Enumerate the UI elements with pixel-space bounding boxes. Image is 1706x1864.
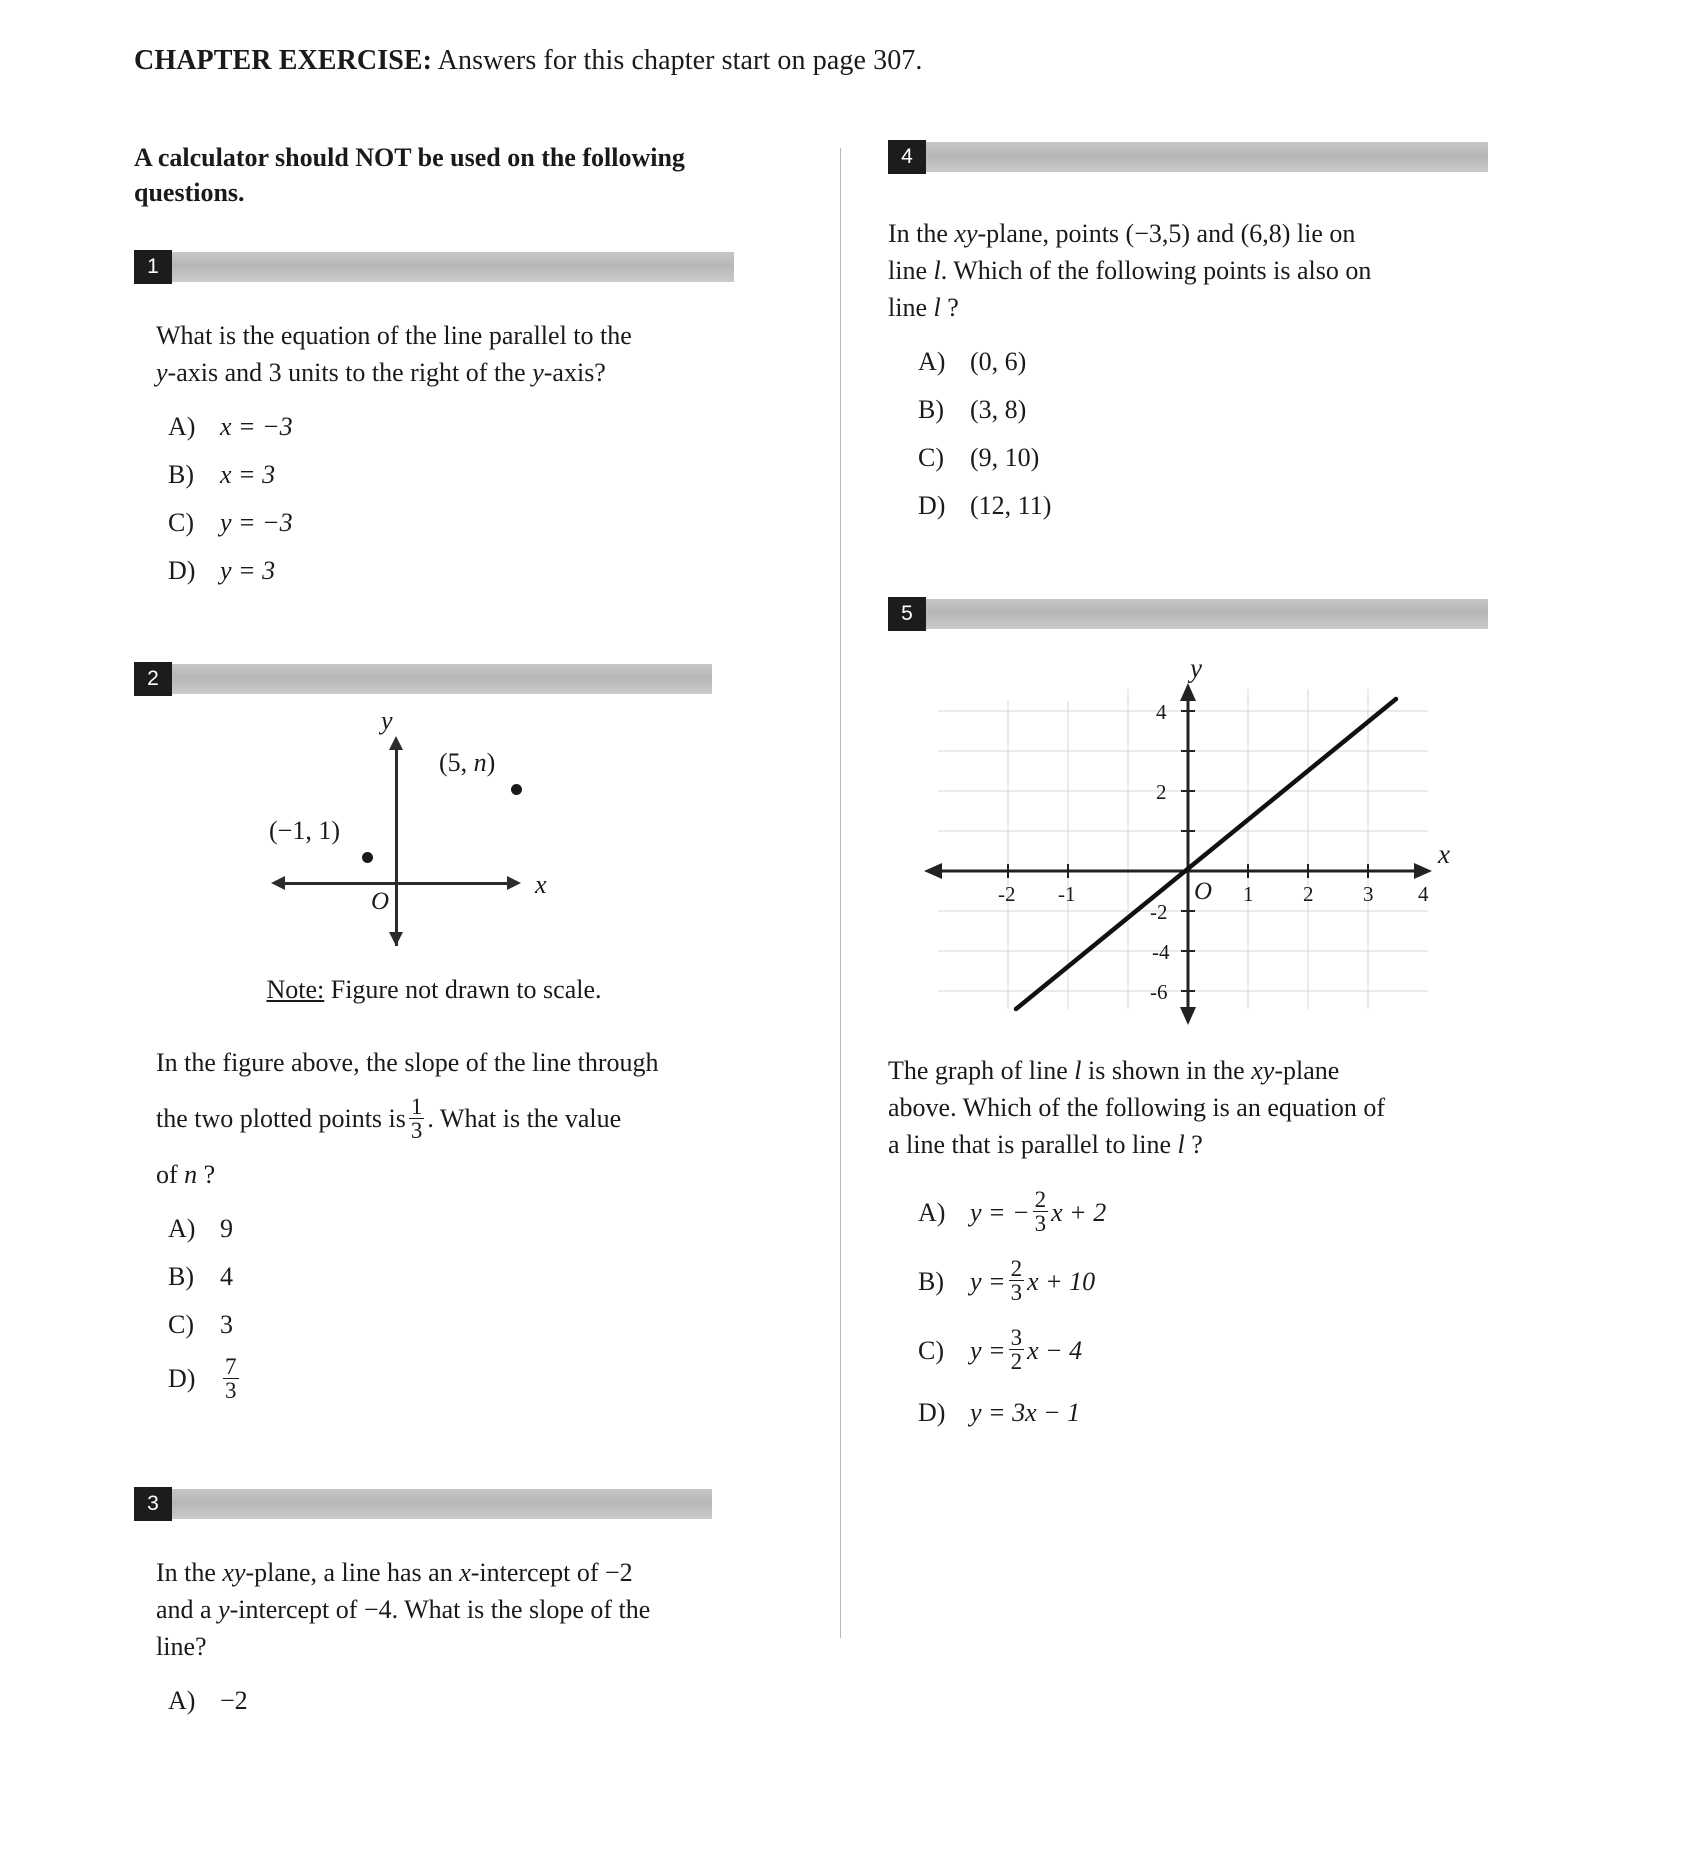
y-italic-2: y	[532, 358, 544, 388]
x-tick-neg1: -1	[1058, 881, 1076, 906]
question-4-choices	[918, 345, 1488, 523]
question-banner-1	[134, 250, 734, 284]
x-tick-2: 2	[1303, 881, 1314, 906]
figure-note: Note: Figure not drawn to scale.	[266, 975, 602, 1004]
coordinate-plane-svg	[898, 659, 1458, 1029]
choice-5a[interactable]: A) y = − $\frac{2}{3}$ x + 2	[918, 1187, 1107, 1237]
x-tick-3: 3	[1363, 881, 1374, 906]
x-axis-left-arrow-icon	[924, 863, 942, 879]
choice-5c[interactable]: C) y = $\frac{3}{2}$ x − 4	[918, 1325, 1083, 1375]
chapter-exercise-text: Answers for this chapter start on page 307.	[432, 45, 923, 76]
x-axis-right-arrow-icon	[507, 876, 521, 890]
question-2-stem-line1: In the figure above, the slope of the line through	[156, 1048, 659, 1077]
question-banner-4	[888, 140, 1488, 174]
y-italic-3: y	[218, 1594, 230, 1624]
choice-1b[interactable]: B) x = 3	[168, 460, 276, 489]
x-italic: x	[459, 1557, 471, 1587]
question-5-stem	[888, 1053, 1488, 1164]
question-3-stem	[156, 1555, 734, 1666]
plotted-point-5n	[511, 784, 522, 795]
fraction-three-halves: $\frac{3}{2}$	[1010, 1325, 1023, 1375]
question-1-stem	[156, 318, 734, 392]
question-2-figure	[249, 706, 669, 959]
left-column	[134, 140, 734, 1732]
choice-4b[interactable]: B) (3, 8)	[918, 394, 1027, 424]
y-tick-neg4: -4	[1152, 939, 1170, 964]
choice-4a[interactable]: A) (0, 6)	[918, 346, 1027, 376]
question-1-stem-line1: What is the equation of the line parallel to the	[156, 321, 632, 351]
question-number-4: 4	[888, 140, 926, 174]
figure-note-underline: Note:	[266, 975, 325, 1004]
xy-italic: xy	[222, 1557, 246, 1587]
question-banner-5	[888, 597, 1488, 631]
chapter-header	[134, 45, 923, 77]
question-1-stem-line2: y-axis and 3 units to the right of the y-axis?	[156, 358, 606, 388]
choice-4c[interactable]: C) (9, 10)	[918, 442, 1040, 472]
question-2-stem	[156, 1045, 734, 1194]
question-number-3: 3	[134, 1487, 172, 1521]
question-5-stem-line1: The graph of line l is shown in the xy-plane	[888, 1055, 1340, 1085]
fraction-seven-thirds: $\frac{7}{3}$	[225, 1353, 237, 1403]
y-axis-down-arrow-icon	[1180, 1007, 1196, 1025]
xy-italic-q4: xy	[954, 219, 978, 248]
line-l	[1016, 699, 1396, 1009]
question-banner-bar	[926, 142, 1488, 172]
question-2-stem-line3: of n ?	[156, 1159, 216, 1189]
y-axis-down-arrow-icon	[389, 932, 403, 946]
question-4-stem-line3: line l ?	[888, 292, 959, 322]
question-banner-3	[134, 1487, 734, 1521]
x-axis-right-arrow-icon	[1414, 863, 1432, 879]
question-number-5: 5	[888, 597, 926, 631]
x-axis-left-arrow-icon	[271, 876, 285, 890]
question-3-stem-line3: line?	[156, 1631, 207, 1661]
question-banner-bar	[926, 599, 1488, 629]
choice-1c[interactable]: C) y = −3	[168, 508, 293, 537]
y-axis-up-arrow-icon	[389, 736, 403, 750]
graph-origin-label: O	[1194, 877, 1213, 905]
figure-x-axis	[281, 882, 516, 885]
question-banner-bar	[172, 664, 712, 694]
question-number-1: 1	[134, 250, 172, 284]
fraction-two-thirds-a: $\frac{2}{3}$	[1034, 1187, 1047, 1237]
choice-2b[interactable]: B) 4	[168, 1261, 233, 1291]
question-5-stem-line2: above. Which of the following is an equation of	[888, 1092, 1386, 1122]
question-5-choices	[918, 1189, 1488, 1430]
y-tick-2: 2	[1156, 779, 1167, 804]
x-tick-4: 4	[1418, 881, 1429, 906]
question-4-stem	[888, 216, 1488, 327]
page-columns	[0, 140, 1706, 1864]
point-label-neg1-1: (−1, 1)	[269, 816, 340, 845]
n-italic: n	[473, 748, 487, 777]
right-column	[888, 140, 1488, 1452]
line-l-italic-2: l	[933, 292, 941, 322]
question-banner-bar	[172, 252, 734, 282]
question-number-2: 2	[134, 662, 172, 696]
line-l-italic-q5: l	[1074, 1055, 1082, 1085]
question-1-choices	[168, 410, 734, 588]
figure-y-axis	[395, 746, 398, 946]
question-4-stem-line1: In the xy-plane, points (−3,5) and (6,8) lie on	[888, 219, 1356, 248]
figure-x-axis-label: x	[535, 870, 547, 899]
n-italic-stem: n	[184, 1159, 198, 1189]
choice-1a[interactable]: A) x = −3	[168, 412, 293, 441]
calculator-instruction: A calculator should NOT be used on the following questions.	[134, 143, 685, 208]
question-2-stem-line2: the two plotted points is $\frac{1}{3}$ . What is the value	[156, 1093, 622, 1143]
question-3-stem-line1: In the xy-plane, a line has an x-intercept of −2	[156, 1557, 633, 1587]
fraction-one-third: $\frac{1}{3}$	[410, 1093, 423, 1143]
y-axis-up-arrow-icon	[1180, 683, 1196, 701]
column-divider	[840, 148, 841, 1638]
question-5-stem-line3: a line that is parallel to line l ?	[888, 1129, 1203, 1159]
grid-lines	[938, 689, 1428, 1009]
line-l-italic: l	[933, 255, 941, 285]
choice-4d[interactable]: D) (12, 11)	[918, 490, 1052, 520]
figure-y-axis-label: y	[381, 706, 393, 735]
y-tick-neg2: -2	[1150, 899, 1168, 924]
choice-2d[interactable]: D) $\frac{7}{3}$	[168, 1353, 237, 1403]
y-italic: y	[156, 358, 168, 388]
question-5-graph	[898, 659, 1458, 1029]
line-l-italic-q5b: l	[1177, 1129, 1185, 1159]
y-tick-4: 4	[1156, 699, 1167, 724]
plotted-point-neg1-1	[362, 852, 373, 863]
x-tick-neg2: -2	[998, 881, 1016, 906]
choice-1d[interactable]: D) y = 3	[168, 556, 276, 585]
graph-x-label: x	[1438, 838, 1450, 869]
choice-5b[interactable]: B) y = $\frac{2}{3}$ x + 10	[918, 1256, 1096, 1306]
fraction-two-thirds-b: $\frac{2}{3}$	[1010, 1256, 1023, 1306]
choice-2c[interactable]: C) 3	[168, 1309, 233, 1339]
xy-italic-q5: xy	[1251, 1055, 1275, 1085]
choice-5d[interactable]: D) y = 3x − 1	[918, 1398, 1081, 1428]
question-3-choices	[168, 1684, 734, 1718]
graph-y-label: y	[1190, 658, 1202, 683]
question-2-choices	[168, 1212, 734, 1403]
x-tick-1: 1	[1243, 881, 1254, 906]
question-4-stem-line2: line l. Which of the following points is also on	[888, 255, 1372, 285]
question-3-stem-line2: and a y-intercept of −4. What is the slope of the	[156, 1594, 651, 1624]
choice-2a[interactable]: A) 9	[168, 1213, 233, 1243]
figure-origin-label: O	[371, 888, 390, 915]
chapter-exercise-label: CHAPTER EXERCISE:	[134, 45, 433, 76]
question-banner-bar	[172, 1489, 712, 1519]
y-tick-neg6: -6	[1150, 979, 1168, 1004]
choice-3a[interactable]: A) −2	[168, 1685, 248, 1715]
point-label-5n: (5, n)	[439, 748, 496, 777]
question-banner-2	[134, 662, 734, 696]
